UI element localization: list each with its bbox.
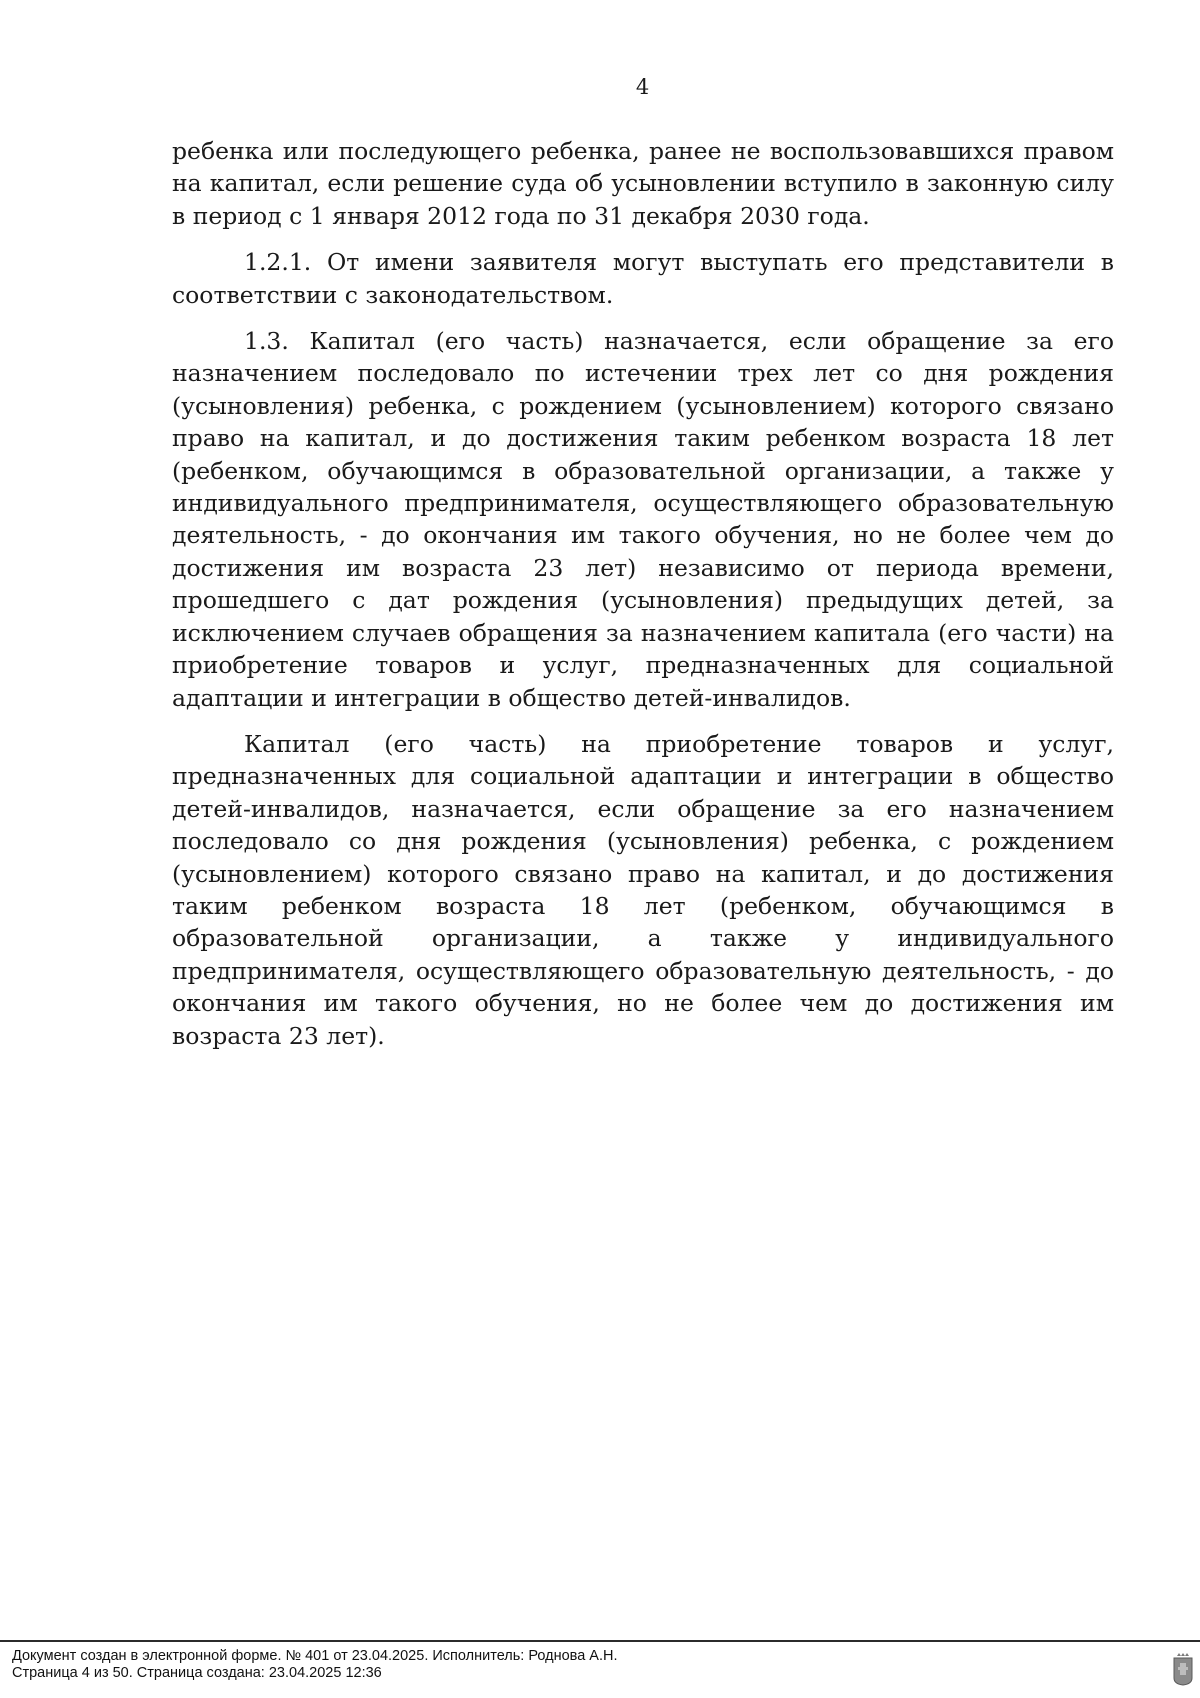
paragraph-1-2-1: 1.2.1. От имени заявителя могут выступать его представители в соответствии с законодательством. xyxy=(172,248,1114,309)
paragraph-continuation: ребенка или последующего ребенка, ранее не воспользовавшихся правом на капитал, если решение суда об усыновлении вступило в законную силу в период с 1 января 2012 года по 31 декабря 2030 года. xyxy=(172,137,1114,230)
footer-page-info: Страница 4 из 50. Страница создана: 23.04.2025 12:36 xyxy=(12,1665,382,1681)
coat-of-arms-icon xyxy=(1172,1652,1194,1686)
footer-document-info: Документ создан в электронной форме. № 401 от 23.04.2025. Исполнитель: Роднова А.Н. xyxy=(12,1648,618,1664)
document-body xyxy=(172,135,1114,1066)
page-number: 4 xyxy=(635,75,650,99)
footer-divider xyxy=(0,1640,1200,1642)
footer xyxy=(12,1648,618,1682)
paragraph-1-3: 1.3. Капитал (его часть) назначается, если обращение за его назначением последовало по истечении трех лет со дня рождения (усыновления) ребенка, с рождением (усыновлением) которого связано право на капитал, и до достижения таким ребенком возраста 18 лет (ребенком, обучающимся в образовательной организации, а также у индивидуального предпринимателя, осуществляющего образовательную деятельность, - до окончания им такого обучения, но не более чем до достижения им возраста 23 лет) независимо от периода времени, прошедшего с дат рождения (усыновления) предыдущих детей, за исключением случаев обращения за назначением капитала (его части) на приобретение товаров и услуг, предназначенных для социальной адаптации и интеграции в общество детей-инвалидов. xyxy=(172,327,1114,712)
paragraph-capital-disabled-children: Капитал (его часть) на приобретение товаров и услуг, предназначенных для социальной адаптации и интеграции в общество детей-инвалидов, назначается, если обращение за его назначением последовало со дня рождения (усыновления) ребенка, с рождением (усыновлением) которого связано право на капитал, и до достижения таким ребенком возраста 18 лет (ребенком, обучающимся в образовательной организации, а также у индивидуального предпринимателя, осуществляющего образовательную деятельность, - до окончания им такого обучения, но не более чем до достижения им возраста 23 лет). xyxy=(172,729,1114,1050)
